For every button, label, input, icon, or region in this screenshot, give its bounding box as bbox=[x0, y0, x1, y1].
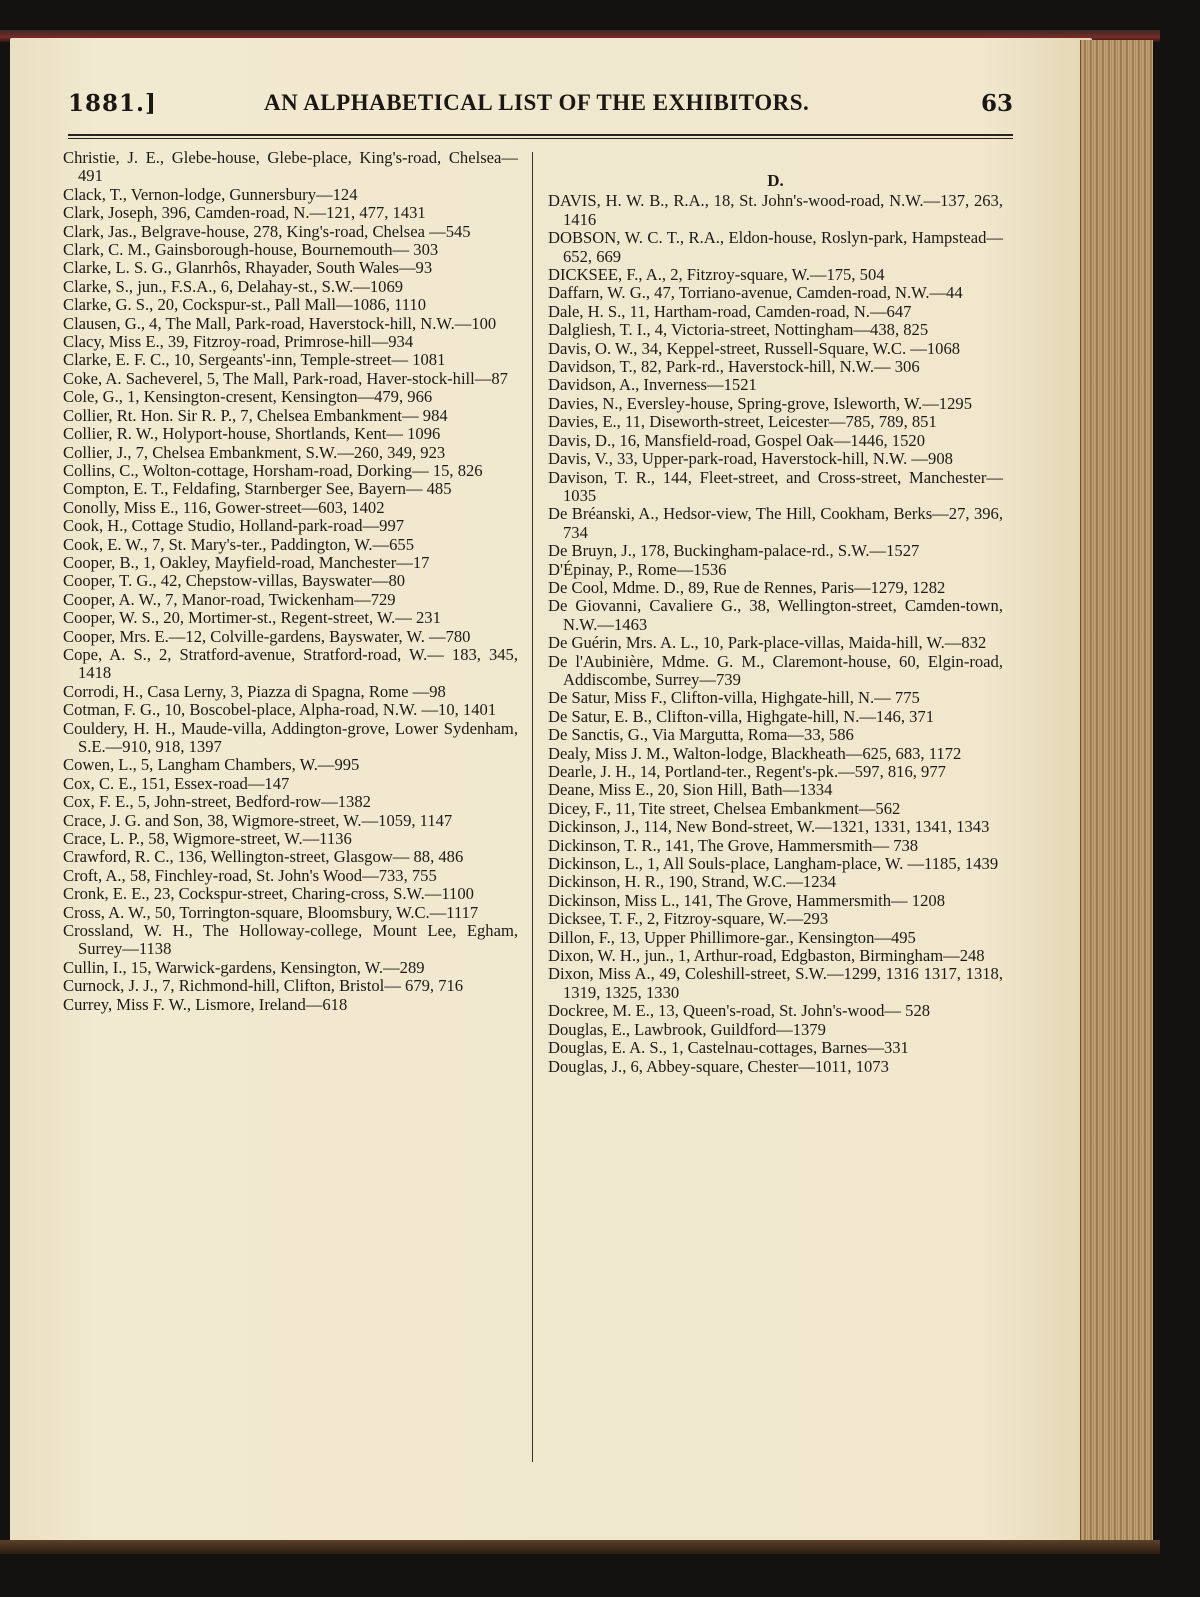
exhibitor-entry: Clarke, G. S., 20, Cockspur-st., Pall Mall—1086, 1110 bbox=[63, 295, 427, 315]
exhibitor-entry: Cullin, I., 15, Warwick-gardens, Kensington, W.—289 bbox=[63, 957, 425, 977]
exhibitor-entry: Douglas, E. A. S., 1, Castelnau-cottages, Barnes—331 bbox=[548, 1038, 909, 1058]
exhibitor-entry: Davis, O. W., 34, Keppel-street, Russell-Square, W.C. —1068 bbox=[548, 338, 961, 358]
exhibitor-entry: Croft, A., 58, Finchley-road, St. John's Wood—733, 755 bbox=[63, 865, 437, 885]
exhibitor-entry: Davidson, A., Inverness—1521 bbox=[548, 375, 757, 395]
exhibitor-entry: Collier, J., 7, Chelsea Embankment, S.W.—260, 349, 923 bbox=[63, 442, 446, 462]
page-fore-edge bbox=[1080, 40, 1153, 1544]
exhibitor-entry: Davis, D., 16, Mansfield-road, Gospel Oak—1446, 1520 bbox=[548, 430, 925, 450]
exhibitor-entry: Dixon, W. H., jun., 1, Arthur-road, Edgbaston, Birmingham—248 bbox=[548, 946, 985, 966]
exhibitor-entry: Crace, L. P., 58, Wigmore-street, W.—1136 bbox=[63, 829, 352, 849]
book-bottom-edge bbox=[0, 1540, 1160, 1554]
header-year: 1881.] bbox=[68, 90, 157, 117]
exhibitor-entry: De Bruyn, J., 178, Buckingham-palace-rd., S.W.—1527 bbox=[548, 541, 920, 561]
exhibitor-entry: Collier, Rt. Hon. Sir R. P., 7, Chelsea Embankment— 984 bbox=[63, 405, 448, 425]
exhibitor-entry: Cooper, W. S., 20, Mortimer-st., Regent-street, W.— 231 bbox=[63, 608, 441, 628]
exhibitor-entry: Cook, H., Cottage Studio, Holland-park-road—997 bbox=[63, 516, 405, 536]
exhibitor-entry: Clacy, Miss E., 39, Fitzroy-road, Primrose-hill—934 bbox=[63, 332, 414, 352]
exhibitor-entry: De Bréanski, A., Hedsor-view, The Hill, Cookham, Berks—27, 396, 734 bbox=[548, 504, 1003, 542]
exhibitor-entry: Dickinson, T. R., 141, The Grove, Hammersmith— 738 bbox=[548, 835, 919, 855]
exhibitor-entry: Clark, Jas., Belgrave-house, 278, King's-road, Chelsea —545 bbox=[63, 221, 471, 241]
exhibitor-entry: Dickinson, Miss L., 141, The Grove, Hammersmith— 1208 bbox=[548, 890, 945, 910]
exhibitor-entry: Crawford, R. C., 136, Wellington-street, Glasgow— 88, 486 bbox=[63, 847, 464, 867]
exhibitor-entry: Clark, Joseph, 396, Camden-road, N.—121, 477, 1431 bbox=[63, 203, 426, 223]
exhibitor-entry: Corrodi, H., Casa Lerny, 3, Piazza di Spagna, Rome —98 bbox=[63, 681, 446, 701]
left-column bbox=[63, 149, 518, 1014]
exhibitor-entry: Couldery, H. H., Maude-villa, Addington-grove, Lower Sydenham, S.E.—910, 918, 1397 bbox=[63, 718, 518, 756]
exhibitor-entry: Douglas, J., 6, Abbey-square, Chester—1011, 1073 bbox=[548, 1056, 889, 1076]
exhibitor-entry: Collins, C., Wolton-cottage, Horsham-road, Dorking— 15, 826 bbox=[63, 460, 483, 480]
exhibitor-entry: Douglas, E., Lawbrook, Guildford—1379 bbox=[548, 1019, 826, 1039]
exhibitor-entry: Cooper, Mrs. E.—12, Colville-gardens, Bayswater, W. —780 bbox=[63, 626, 471, 646]
exhibitor-entry: Coke, A. Sacheverel, 5, The Mall, Park-road, Haver-stock-hill—87 bbox=[63, 368, 508, 388]
exhibitor-entry: Clarke, L. S. G., Glanrhôs, Rhayader, South Wales—93 bbox=[63, 258, 433, 278]
exhibitor-entry: Compton, E. T., Feldafing, Starnberger See, Bayern— 485 bbox=[63, 479, 452, 499]
right-column bbox=[548, 149, 1003, 1076]
exhibitor-entry: Collier, R. W., Holyport-house, Shortlands, Kent— 1096 bbox=[63, 424, 441, 444]
exhibitor-entry: Dale, H. S., 11, Hartham-road, Camden-road, N.—647 bbox=[548, 301, 912, 321]
exhibitor-entry: Cox, F. E., 5, John-street, Bedford-row—1382 bbox=[63, 792, 371, 812]
exhibitor-entry: D'Épinay, P., Rome—1536 bbox=[548, 559, 727, 579]
exhibitor-entry: Dillon, F., 13, Upper Phillimore-gar., Kensington—495 bbox=[548, 927, 916, 947]
exhibitor-entry: Dicksee, T. F., 2, Fitzroy-square, W.—293 bbox=[548, 909, 829, 929]
exhibitor-entry: Dicey, F., 11, Tite street, Chelsea Embankment—562 bbox=[548, 798, 901, 818]
exhibitor-entry: Dickinson, J., 114, New Bond-street, W.—1321, 1331, 1341, 1343 bbox=[548, 817, 990, 837]
exhibitor-entry: Cole, G., 1, Kensington-cresent, Kensington—479, 966 bbox=[63, 387, 433, 407]
header-rule bbox=[68, 134, 1013, 136]
exhibitor-entry: Christie, J. E., Glebe-house, Glebe-place, King's-road, Chelsea—491 bbox=[63, 148, 518, 186]
exhibitor-entry: Dalgliesh, T. I., 4, Victoria-street, Nottingham—438, 825 bbox=[548, 320, 929, 340]
running-header bbox=[68, 90, 1013, 126]
exhibitor-entry: Crace, J. G. and Son, 38, Wigmore-street, W.—1059, 1147 bbox=[63, 810, 453, 830]
exhibitor-entry: Dearle, J. H., 14, Portland-ter., Regent's-pk.—597, 816, 977 bbox=[548, 762, 946, 781]
exhibitor-entry: Davison, T. R., 144, Fleet-street, and Cross-street, Manchester—1035 bbox=[548, 467, 1003, 505]
exhibitor-entry: Cronk, E. E., 23, Cockspur-street, Charing-cross, S.W.—1100 bbox=[63, 884, 474, 904]
exhibitor-entry: Dixon, Miss A., 49, Coleshill-street, S.W.—1299, 1316 1317, 1318, 1319, 1325, 1330 bbox=[548, 964, 1003, 1002]
exhibitor-entry: De Cool, Mdme. D., 89, Rue de Rennes, Paris—1279, 1282 bbox=[548, 577, 946, 597]
exhibitor-entry: Cotman, F. G., 10, Boscobel-place, Alpha-road, N.W. —10, 1401 bbox=[63, 700, 497, 720]
exhibitor-entry: DOBSON, W. C. T., R.A., Eldon-house, Roslyn-park, Hampstead—652, 669 bbox=[548, 228, 1003, 266]
exhibitor-entry: Dickinson, H. R., 190, Strand, W.C.—1234 bbox=[548, 872, 837, 892]
exhibitor-entry: Dockree, M. E., 13, Queen's-road, St. John's-wood— 528 bbox=[548, 1001, 931, 1021]
exhibitor-entry: Cope, A. S., 2, Stratford-avenue, Stratford-road, W.— 183, 345, 1418 bbox=[63, 644, 518, 683]
section-letter: D. bbox=[767, 171, 784, 190]
exhibitor-entry: Deane, Miss E., 20, Sion Hill, Bath—1334 bbox=[548, 780, 833, 800]
column-divider bbox=[532, 152, 533, 1462]
exhibitor-entry: Cooper, A. W., 7, Manor-road, Twickenham—729 bbox=[63, 589, 396, 609]
exhibitor-entry: Dickinson, L., 1, All Souls-place, Langham-place, W. —1185, 1439 bbox=[548, 854, 999, 874]
exhibitor-entry: Davies, E., 11, Diseworth-street, Leicester—785, 789, 851 bbox=[548, 412, 937, 432]
exhibitor-entry: Cooper, B., 1, Oakley, Mayfield-road, Manchester—17 bbox=[63, 552, 430, 572]
exhibitor-entry: De l'Aubinière, Mdme. G. M., Claremont-house, 60, Elgin-road, Addiscombe, Surrey—739 bbox=[548, 651, 1003, 689]
header-title: AN ALPHABETICAL LIST OF THE EXHIBITORS. bbox=[264, 90, 810, 115]
exhibitor-entry: Davidson, T., 82, Park-rd., Haverstock-hill, N.W.— 306 bbox=[548, 357, 920, 377]
exhibitor-entry: DICKSEE, F., A., 2, Fitzroy-square, W.—175, 504 bbox=[548, 265, 885, 285]
exhibitor-entry: Dealy, Miss J. M., Walton-lodge, Blackheath—625, 683, 1172 bbox=[548, 743, 962, 763]
page-number: 63 bbox=[980, 90, 1013, 117]
exhibitor-entry: Curnock, J. J., 7, Richmond-hill, Clifton, Bristol— 679, 716 bbox=[63, 976, 464, 996]
exhibitor-entry: Cross, A. W., 50, Torrington-square, Bloomsbury, W.C.—1117 bbox=[63, 902, 479, 922]
header-rule-thin bbox=[68, 138, 1013, 139]
exhibitor-entry: De Guérin, Mrs. A. L., 10, Park-place-villas, Maida-hill, W.—832 bbox=[548, 633, 987, 653]
exhibitor-entry: Davies, N., Eversley-house, Spring-grove, Isleworth, W.—1295 bbox=[548, 393, 972, 413]
exhibitor-entry: Crossland, W. H., The Holloway-college, Mount Lee, Egham, Surrey—1138 bbox=[63, 921, 518, 959]
exhibitor-entry: Cowen, L., 5, Langham Chambers, W.—995 bbox=[63, 755, 360, 775]
exhibitor-entry: Cooper, T. G., 42, Chepstow-villas, Bayswater—80 bbox=[63, 571, 406, 591]
exhibitor-entry: Clarke, E. F. C., 10, Sergeants'-inn, Temple-street— 1081 bbox=[63, 350, 446, 370]
exhibitor-entry: Daffarn, W. G., 47, Torriano-avenue, Camden-road, N.W.—44 bbox=[548, 283, 963, 303]
exhibitor-entry: Cox, C. E., 151, Essex-road—147 bbox=[63, 773, 290, 793]
exhibitor-entry: Clark, C. M., Gainsborough-house, Bournemouth— 303 bbox=[63, 240, 439, 260]
exhibitor-entry: De Satur, E. B., Clifton-villa, Highgate-hill, N.—146, 371 bbox=[548, 706, 935, 726]
exhibitor-entry: Clausen, G., 4, The Mall, Park-road, Haverstock-hill, N.W.—100 bbox=[63, 313, 497, 333]
exhibitor-entry: DAVIS, H. W. B., R.A., 18, St. John's-wood-road, N.W.—137, 263, 1416 bbox=[548, 191, 1003, 229]
exhibitor-entry: Cook, E. W., 7, St. Mary's-ter., Paddington, W.—655 bbox=[63, 534, 415, 554]
exhibitor-entry: Clack, T., Vernon-lodge, Gunnersbury—124 bbox=[63, 184, 358, 204]
exhibitor-entry: Davis, V., 33, Upper-park-road, Haverstock-hill, N.W. —908 bbox=[548, 449, 953, 469]
exhibitor-entry: De Giovanni, Cavaliere G., 38, Wellington-street, Camden-town, N.W.—1463 bbox=[548, 596, 1003, 634]
exhibitor-entry: De Satur, Miss F., Clifton-villa, Highgate-hill, N.— 775 bbox=[548, 688, 920, 708]
exhibitor-entry: Currey, Miss F. W., Lismore, Ireland—618 bbox=[63, 994, 348, 1014]
exhibitor-entry: De Sanctis, G., Via Margutta, Roma—33, 586 bbox=[548, 725, 854, 745]
exhibitor-entry: Conolly, Miss E., 116, Gower-street—603, 1402 bbox=[63, 497, 385, 517]
exhibitor-entry: Clarke, S., jun., F.S.A., 6, Delahay-st., S.W.—1069 bbox=[63, 276, 404, 296]
